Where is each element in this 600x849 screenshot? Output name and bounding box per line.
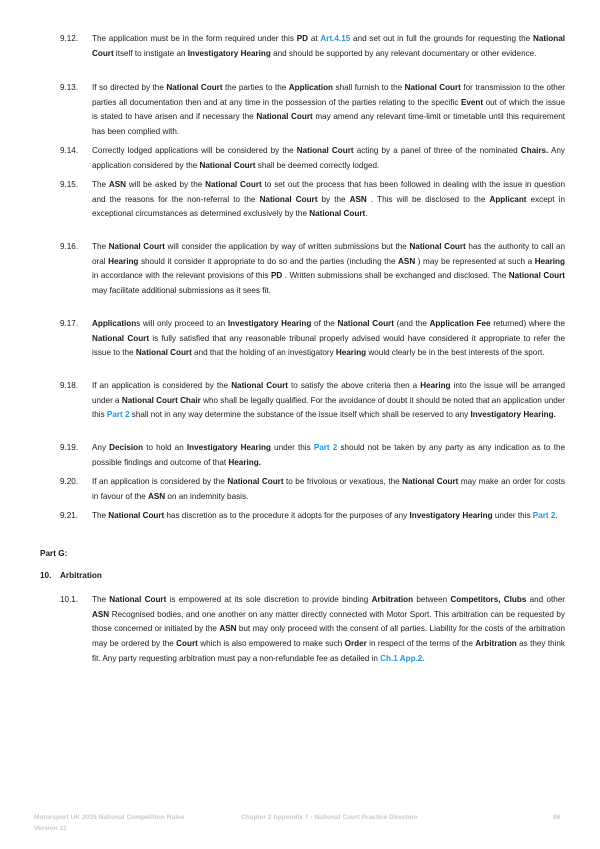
clause-text-run: into the issue will be arranged under a (92, 381, 565, 405)
clause-text-run: ) may be represented at such a (415, 256, 535, 266)
defined-term: National Court (199, 160, 256, 170)
clause-text-run: is empowered at its sole discretion to provide binding (166, 595, 372, 604)
clause-text-run: acting by a panel of three of the nominated (353, 146, 521, 155)
clause-number: 9.19. (60, 443, 79, 452)
clause-text-run: . (555, 511, 558, 520)
defined-term: National Court (92, 34, 566, 58)
defined-term: National Court (109, 595, 167, 604)
defined-term: Application (92, 319, 137, 328)
clause-number: 10.1. (60, 595, 79, 604)
defined-term: Event (460, 97, 484, 107)
clause-text-run: between (413, 595, 451, 604)
defined-term: ASN (398, 256, 416, 266)
part-heading: Part G: (40, 549, 68, 558)
defined-term: Investigatory Hearing (187, 48, 271, 58)
defined-term: Decision (109, 443, 144, 452)
clause-text-run: will be asked by the (126, 180, 206, 189)
defined-term: Court (176, 639, 198, 649)
clause-text-run: and set out in full the grounds for requesting the (350, 34, 533, 43)
clause-text-run: . Written submissions shall be exchanged and disclosed. The (282, 271, 509, 281)
defined-term: ASN (349, 194, 367, 204)
footer-chapter: Chapter 2 Appendix 7 - National Court Practice Direction (241, 814, 418, 821)
clause-9-16 (60, 240, 565, 299)
footer-page-number: 86 (553, 814, 561, 821)
clause-9-18 (60, 379, 565, 423)
cross-reference-link[interactable]: Part 2 (532, 511, 556, 520)
clause-text-run: If an application is considered by the (92, 477, 228, 486)
footer-rules-title: Motorsport UK 2025 National Competition Rules (34, 814, 185, 821)
clause-text-run: The (92, 180, 109, 189)
clause-number: 9.13. (60, 83, 79, 92)
defined-term: National Court (135, 348, 192, 358)
clause-text-run: The application must be in the form required under this (92, 34, 297, 43)
clause-text-run: . This will be disclosed to the (366, 194, 490, 204)
clause-text-run: itself to instigate an (113, 48, 188, 58)
clause-number: 9.14. (60, 146, 79, 155)
cross-reference-link[interactable]: Part 2 (313, 443, 338, 452)
defined-term: National Court (259, 194, 318, 204)
defined-term: National Court (166, 83, 223, 92)
clause-text-run: If an application is considered by the (92, 381, 232, 390)
defined-term: PD (296, 34, 309, 43)
clause-9-12 (60, 32, 565, 61)
defined-term: Application (288, 83, 334, 92)
defined-term: National Court (508, 271, 565, 281)
footer-version: Version 11 (34, 825, 67, 832)
defined-term: Clubs (503, 595, 527, 604)
clause-number: 9.15. (60, 180, 79, 189)
clause-text-run: is fully satisfied that any reasonable tribunal properly advised would have considered it appropriate to refer the issue to the (92, 333, 565, 358)
defined-term: National Court (296, 146, 354, 155)
defined-term: ASN (148, 491, 166, 501)
defined-term: National Court (227, 477, 284, 486)
clause-text-run: the parties to the (222, 83, 289, 92)
section-title: Arbitration (60, 571, 102, 580)
clause-text-run: The (92, 595, 110, 604)
defined-term: National Court (404, 83, 461, 92)
clause-text (92, 593, 565, 667)
clause-text (92, 509, 565, 524)
defined-term: ASN (92, 609, 110, 619)
clause-text-run: . (365, 209, 368, 219)
clause-text-run: except in exceptional circumstances as determined exclusively by the (92, 194, 565, 219)
clause-text-run: s will only proceed to an (136, 319, 228, 328)
defined-term: National Court (409, 242, 466, 251)
clause-9-15 (60, 178, 565, 222)
defined-term: Hearing (335, 348, 367, 358)
clause-text (92, 240, 565, 299)
defined-term: Investigatory Hearing (186, 443, 271, 452)
clause-text-run: returned) where the (490, 319, 565, 328)
clause-number: 9.21. (60, 511, 79, 520)
clause-text-run: Any (92, 443, 110, 452)
defined-term: National Court (108, 511, 165, 520)
clause-number: 9.20. (60, 477, 79, 486)
clause-text-run: to hold an (143, 443, 187, 452)
clause-text-run: under this (492, 511, 533, 520)
clause-text-run: in accordance with the relevant provisions of this (92, 271, 271, 281)
clause-text-run: in respect of the terms of the (366, 639, 476, 649)
defined-term: ASN (108, 180, 127, 189)
clause-text-run: at (308, 34, 321, 43)
clause-10-1 (60, 593, 565, 667)
clause-text-run: has the authority to call an oral (92, 242, 565, 266)
clause-text-run: shall not in any way determine the substance of the issue itself which shall be reserved to any (129, 410, 471, 420)
footer-left (34, 812, 185, 834)
defined-term: National Court (92, 333, 150, 343)
clause-text-run: and should be supported by any relevant documentary or other evidence. (270, 48, 537, 58)
defined-term: National Court (231, 381, 288, 390)
clause-text-run: may make an order for costs in favour of the (92, 477, 565, 501)
defined-term: Applicant (489, 194, 527, 204)
clause-text-run: shall furnish to the (333, 83, 405, 92)
clause-text-run: to set out the process that has been followed in dealing with the issue in question and the reasons for the non-referral to the (92, 180, 565, 204)
clause-text (92, 32, 565, 61)
clause-text-run: under this (270, 443, 314, 452)
clause-text-run: The (92, 242, 109, 251)
defined-term: ASN (219, 624, 237, 634)
clause-text-run: may amend any relevant time-limit or timetable until this requirement has been complied with. (92, 112, 565, 137)
clause-text-run: but may only proceed with the consent of all parties. Liability for the costs of the arbitration may be ordered by the (92, 624, 565, 649)
clause-text (92, 144, 565, 173)
defined-term: Hearing (108, 256, 139, 266)
clause-text-run: has discretion as to the procedure it adopts for the purposes of any (164, 511, 410, 520)
clause-text-run: and other (526, 595, 565, 604)
clause-text-run: (and the (393, 319, 430, 328)
clause-text-run: to satisfy the above criteria then a (287, 381, 421, 390)
clause-text-run: Recognised bodies, and one another on any matter directly connected with Motor Sport. This arbitration can be requested by those concerned or initiated by the (92, 609, 565, 634)
defined-term: Application Fee (429, 319, 491, 328)
defined-term: National Court (205, 180, 262, 189)
clause-text-run: Any application considered by the (92, 146, 565, 170)
clause-text-run: for transmission to the other parties all documentation then and at any time in the possession of the parties relating to the specific (92, 83, 566, 107)
cross-reference-link[interactable]: Ch.1 App.2 (380, 653, 423, 663)
clause-text-run: as they think fit. Any party requesting arbitration must pay a non-refundable fee as detailed in (92, 639, 565, 663)
defined-term: National Court (309, 209, 366, 219)
clause-9-14 (60, 144, 565, 173)
clause-text-run: may facilitate additional submissions as it sees fit. (92, 286, 271, 296)
clause-text (92, 81, 565, 140)
clause-text-run: If so directed by the (92, 83, 167, 92)
cross-reference-link[interactable]: Art.4.15 (320, 34, 351, 43)
clause-number: 9.18. (60, 381, 79, 390)
clause-text-run: who shall be legally qualified. For the avoidance of doubt it should be noted that an application under this (92, 395, 565, 420)
defined-term: Investigatory Hearing. (470, 410, 556, 420)
clause-text (92, 441, 565, 470)
defined-term: Arbitration (475, 639, 517, 649)
clause-9-13 (60, 81, 565, 140)
clause-text (92, 178, 565, 222)
clause-text-run: out of which the issue is stated to have arisen and if necessary the (92, 97, 565, 122)
clause-text-run: by the (317, 194, 350, 204)
defined-term: National Court (402, 477, 459, 486)
section-number: 10. (40, 571, 52, 580)
cross-reference-link[interactable]: Part 2 (106, 410, 130, 420)
clause-text-run: will consider the application by way of written submissions but the (164, 242, 410, 251)
clause-9-17 (60, 317, 565, 361)
defined-term: Order (344, 639, 367, 649)
clause-text-run: should it consider it appropriate to do so and the parties (including the (138, 256, 399, 266)
clause-9-21 (60, 509, 565, 524)
clause-text (92, 379, 565, 423)
clause-text-run: The (92, 511, 109, 520)
clause-number: 9.12. (60, 34, 79, 43)
defined-term: PD (270, 271, 283, 281)
defined-term: Arbitration (371, 595, 414, 604)
clause-text-run: would clearly be in the best interests of the sport. (366, 348, 545, 358)
defined-term: Competitors, (450, 595, 501, 604)
defined-term: Hearing (534, 256, 565, 266)
clause-9-19 (60, 441, 565, 470)
clause-number: 9.16. (60, 242, 79, 251)
clause-text-run: . (422, 653, 425, 663)
clause-text-run: which is also empowered to make such (197, 639, 345, 649)
clause-number: 9.17. (60, 319, 79, 328)
defined-term: Hearing. (228, 457, 261, 467)
defined-term: Investigatory Hearing (409, 511, 493, 520)
clause-text (92, 475, 565, 504)
defined-term: National Court (337, 319, 394, 328)
defined-term: National Court (108, 242, 165, 251)
clause-text-run: on an indemnity basis. (165, 491, 249, 501)
clause-text-run: Correctly lodged applications will be considered by the (92, 146, 297, 155)
clause-text-run: of the (311, 319, 338, 328)
clause-9-20 (60, 475, 565, 504)
defined-term: Hearing (420, 381, 451, 390)
clause-text-run: and that the holding of an investigatory (191, 348, 336, 358)
clause-text (92, 317, 565, 361)
clause-text-run: shall be deemed correctly lodged. (255, 160, 380, 170)
clause-text-run: to be frivolous or vexatious, the (283, 477, 403, 486)
clause-text-run: should not be taken by any party as any indication as to the possible findings and outcome of that (92, 443, 565, 467)
defined-term: National Court (256, 112, 313, 122)
defined-term: Investigatory Hearing (227, 319, 312, 328)
defined-term: Chairs. (520, 146, 549, 155)
defined-term: National Court Chair (121, 395, 201, 405)
